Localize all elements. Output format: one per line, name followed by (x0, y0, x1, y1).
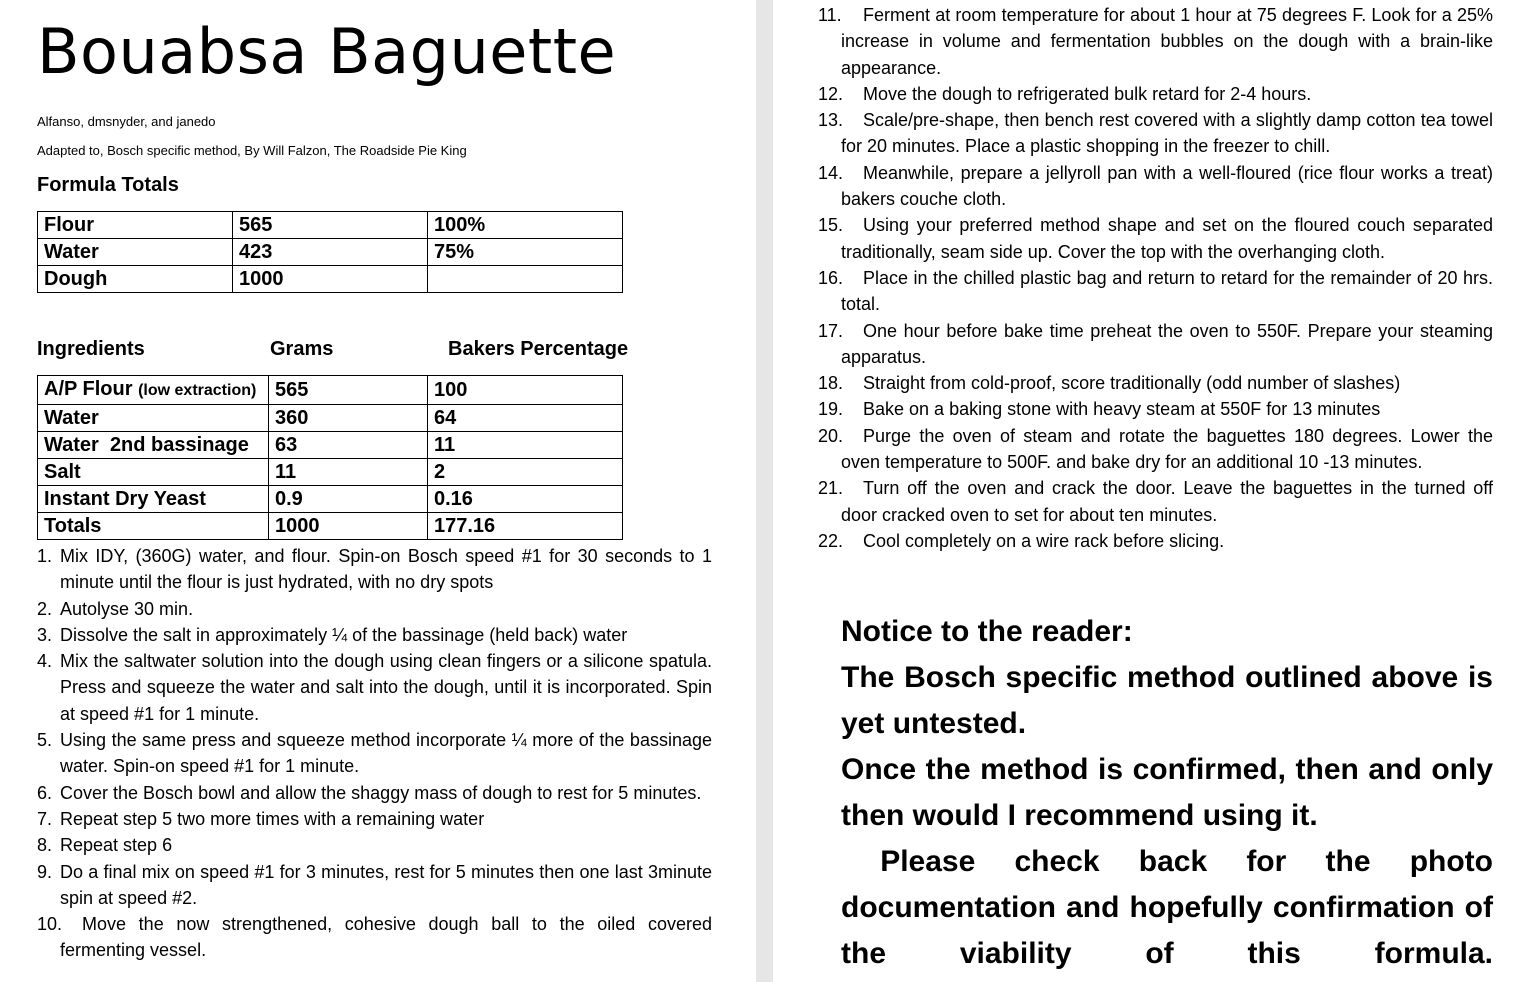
list-item: 21. Turn off the oven and crack the door. Leave the baguettes in the turned off door cracked oven to set for about ten minutes. (818, 478, 1493, 525)
recipe-title: Bouabsa Baguette (37, 15, 617, 88)
list-item: 11. Ferment at room temperature for about 1 hour at 75 degrees F. Look for a 25% increase in volume and fermentation bubbles on the dough with a brain-like appearance. (818, 5, 1493, 78)
list-item: 16. Place in the chilled plastic bag and return to retard for the remainder of 20 hrs. total. (818, 267, 1493, 315)
table-row (38, 432, 623, 459)
ingredient-grams: 11 (269, 459, 428, 486)
list-item: 9. Do a final mix on speed #1 for 3 minutes, rest for 5 minutes then one last 3minute spin at speed #2. (37, 861, 712, 908)
list-item: 6. Cover the Bosch bowl and allow the shaggy mass of dough to rest for 5 minutes. (37, 782, 702, 803)
table-row (38, 376, 623, 405)
ingredient-name: Water (38, 405, 269, 432)
formula-totals-heading: Formula Totals (37, 174, 179, 196)
ingredient-percentage: 11 (428, 432, 623, 459)
notice-paragraph: Once the method is confirmed, then and only then would I recommend using it. (841, 753, 1493, 832)
ingredient-percentage: 177.16 (428, 513, 623, 540)
ingredients-table (37, 375, 623, 540)
list-item: 1. Mix IDY, (360G) water, and flour. Spin-on Bosch speed #1 for 30 seconds to 1 minute until the flour is just hydrated, with no dry spots (37, 546, 712, 593)
notice-paragraph: The Bosch specific method outlined above is yet untested. (841, 661, 1493, 740)
table-row (38, 486, 623, 513)
ingredient-percentage: 100 (428, 376, 623, 405)
table-row (38, 239, 623, 266)
adapted-line: Adapted to, Bosch specific method, By Will Falzon, The Roadside Pie King (37, 143, 467, 158)
ingredient-percentage: 2 (428, 459, 623, 486)
notice-paragraph: Please check back for the photo documentation and hopefully confirmation of the viability of this formula. (841, 845, 1502, 970)
ingredient-grams: 565 (269, 376, 428, 405)
table-cell: Dough (38, 266, 233, 293)
list-item: 10. Move the now strengthened, cohesive dough ball to the oiled covered fermenting vessel. (37, 914, 712, 961)
ingredient-name: A/P Flour (low extraction) (38, 376, 269, 405)
formula-totals-table (37, 211, 623, 293)
table-cell: 1000 (233, 266, 428, 293)
list-item: 12. Move the dough to refrigerated bulk retard for 2-4 hours. (818, 83, 1312, 104)
table-cell: Water (38, 239, 233, 266)
authors-line: Alfanso, dmsnyder, and janedo (37, 114, 216, 129)
list-item: 4. Mix the saltwater solution into the dough using clean fingers or a silicone spatula. Press and squeeze the water and salt into the dough, until it is incorporated. Spin at speed #1 for 1 minute. (37, 651, 712, 724)
list-item: 20. Purge the oven of steam and rotate the baguettes 180 degrees. Lower the oven temperature to 500F. and bake dry for an additional 10 -13 minutes. (818, 425, 1493, 473)
list-item: 14. Meanwhile, prepare a jellyroll pan with a well-floured (rice flour works a treat) bakers couche cloth. (818, 162, 1493, 210)
list-item: 3. Dissolve the salt in approximately ¼ of the bassinage (held back) water (37, 624, 628, 645)
ingredients-header: Ingredients (37, 338, 145, 360)
table-cell: 75% (428, 239, 623, 266)
ingredient-name: Salt (38, 459, 269, 486)
ingredient-grams: 360 (269, 405, 428, 432)
list-item: 18. Straight from cold-proof, score traditionally (odd number of slashes) (818, 373, 1401, 394)
bakers-percentage-header: Bakers Percentage (448, 338, 629, 360)
ingredient-percentage: 0.16 (428, 486, 623, 513)
table-row (38, 266, 623, 293)
table-row (38, 459, 623, 486)
table-cell: 100% (428, 212, 623, 239)
list-item: 2. Autolyse 30 min. (37, 598, 194, 619)
ingredient-name: Instant Dry Yeast (38, 486, 269, 513)
table-cell (428, 266, 623, 293)
table-cell: 565 (233, 212, 428, 239)
left-page (0, 0, 756, 982)
ingredient-name: Water 2nd bassinage (38, 432, 269, 459)
ingredient-grams: 0.9 (269, 486, 428, 513)
list-item: 8. Repeat step 6 (37, 835, 173, 856)
list-item: 5. Using the same press and squeeze method incorporate ¼ more of the bassinage water. Spin-on speed #1 for 1 minute. (37, 730, 712, 777)
notice-heading: Notice to the reader: (841, 615, 1133, 648)
list-item: 7. Repeat step 5 two more times with a remaining water (37, 808, 485, 829)
table-cell: Flour (38, 212, 233, 239)
list-item: 13. Scale/pre-shape, then bench rest covered with a slightly damp cotton tea towel for 20 minutes. Place a plastic shopping in the freezer to chill. (818, 110, 1493, 157)
ingredient-grams: 1000 (269, 513, 428, 540)
list-item: 22. Cool completely on a wire rack before slicing. (818, 530, 1225, 551)
ingredient-percentage: 64 (428, 405, 623, 432)
list-item: 19. Bake on a baking stone with heavy steam at 550F for 13 minutes (818, 399, 1381, 420)
table-cell: 423 (233, 239, 428, 266)
method-steps-list (37, 543, 712, 964)
ingredient-grams: 63 (269, 432, 428, 459)
table-row (38, 405, 623, 432)
list-item: 15. Using your preferred method shape and set on the floured couch separated traditionally, seam side up. Cover the top with the overhanging cloth. (818, 215, 1493, 262)
notice-to-reader (841, 609, 1502, 977)
table-row (38, 513, 623, 540)
grams-header: Grams (270, 338, 334, 360)
table-row (38, 212, 623, 239)
right-page (773, 0, 1531, 982)
list-item: 17. One hour before bake time preheat the oven to 550F. Prepare your steaming apparatus. (818, 320, 1493, 367)
ingredient-name: Totals (38, 513, 269, 540)
method-steps-list-continued (818, 2, 1493, 554)
